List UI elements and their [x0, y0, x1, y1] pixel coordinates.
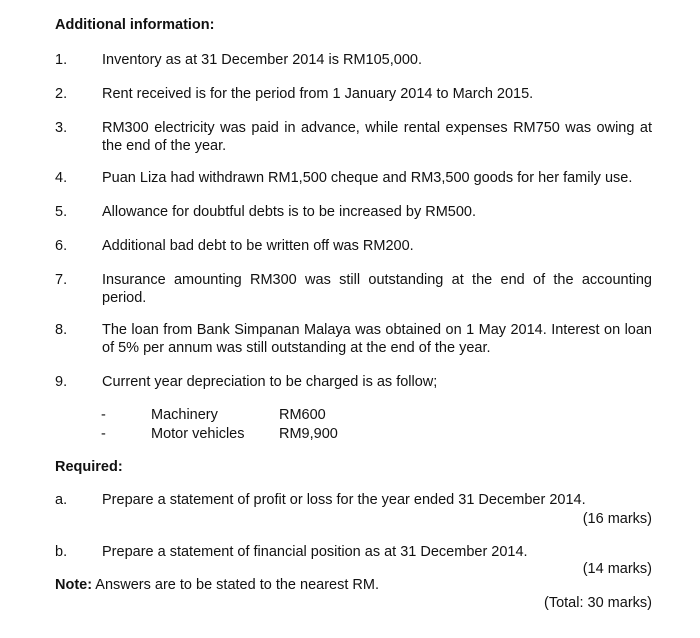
item-number: 3.: [55, 120, 68, 136]
item-text: Inventory as at 31 December 2014 is RM105,000.: [102, 52, 422, 68]
item-text: The loan from Bank Simpanan Malaya was obtained on 1 May 2014. Interest on loan of 5% per annum was still outstanding at the end of the year.: [102, 322, 652, 356]
item-text: Puan Liza had withdrawn RM1,500 cheque and RM3,500 goods for her family use.: [102, 170, 633, 186]
item-text: RM300 electricity was paid in advance, while rental expenses RM750 was owing at the end of the year.: [102, 120, 652, 154]
asset-amount: RM600: [279, 407, 326, 423]
item-number: 7.: [55, 272, 68, 288]
item-number: 1.: [55, 52, 68, 68]
part-label: a.: [55, 492, 68, 508]
note-label: Note:: [55, 577, 93, 593]
total-marks: (Total: 30 marks): [544, 595, 652, 611]
list-dash: -: [101, 426, 106, 442]
item-number: 8.: [55, 322, 68, 338]
item-text: Additional bad debt to be written off was RM200.: [102, 238, 414, 254]
note-text: Answers are to be stated to the nearest RM.: [92, 577, 379, 593]
item-number: 2.: [55, 86, 68, 102]
item-text: Rent received is for the period from 1 January 2014 to March 2015.: [102, 86, 534, 102]
item-number: 9.: [55, 374, 68, 390]
item-number: 6.: [55, 238, 68, 254]
list-dash: -: [101, 407, 106, 423]
section-heading: Additional information:: [55, 17, 215, 33]
asset-name: Motor vehicles: [151, 426, 245, 442]
item-text: Allowance for doubtful debts is to be increased by RM500.: [102, 204, 476, 220]
note: [55, 576, 379, 594]
required-heading: Required:: [55, 459, 123, 475]
item-text: Insurance amounting RM300 was still outstanding at the end of the accounting period.: [102, 272, 652, 306]
part-label: b.: [55, 544, 68, 560]
asset-amount: RM9,900: [279, 426, 338, 442]
part-marks: (14 marks): [582, 561, 652, 577]
part-text: Prepare a statement of profit or loss for the year ended 31 December 2014.: [102, 492, 586, 508]
asset-name: Machinery: [151, 407, 218, 423]
item-number: 5.: [55, 204, 68, 220]
item-number: 4.: [55, 170, 68, 186]
part-text: Prepare a statement of financial position as at 31 December 2014.: [102, 544, 528, 560]
item-text: Current year depreciation to be charged is as follow;: [102, 374, 438, 390]
part-marks: (16 marks): [582, 511, 652, 527]
